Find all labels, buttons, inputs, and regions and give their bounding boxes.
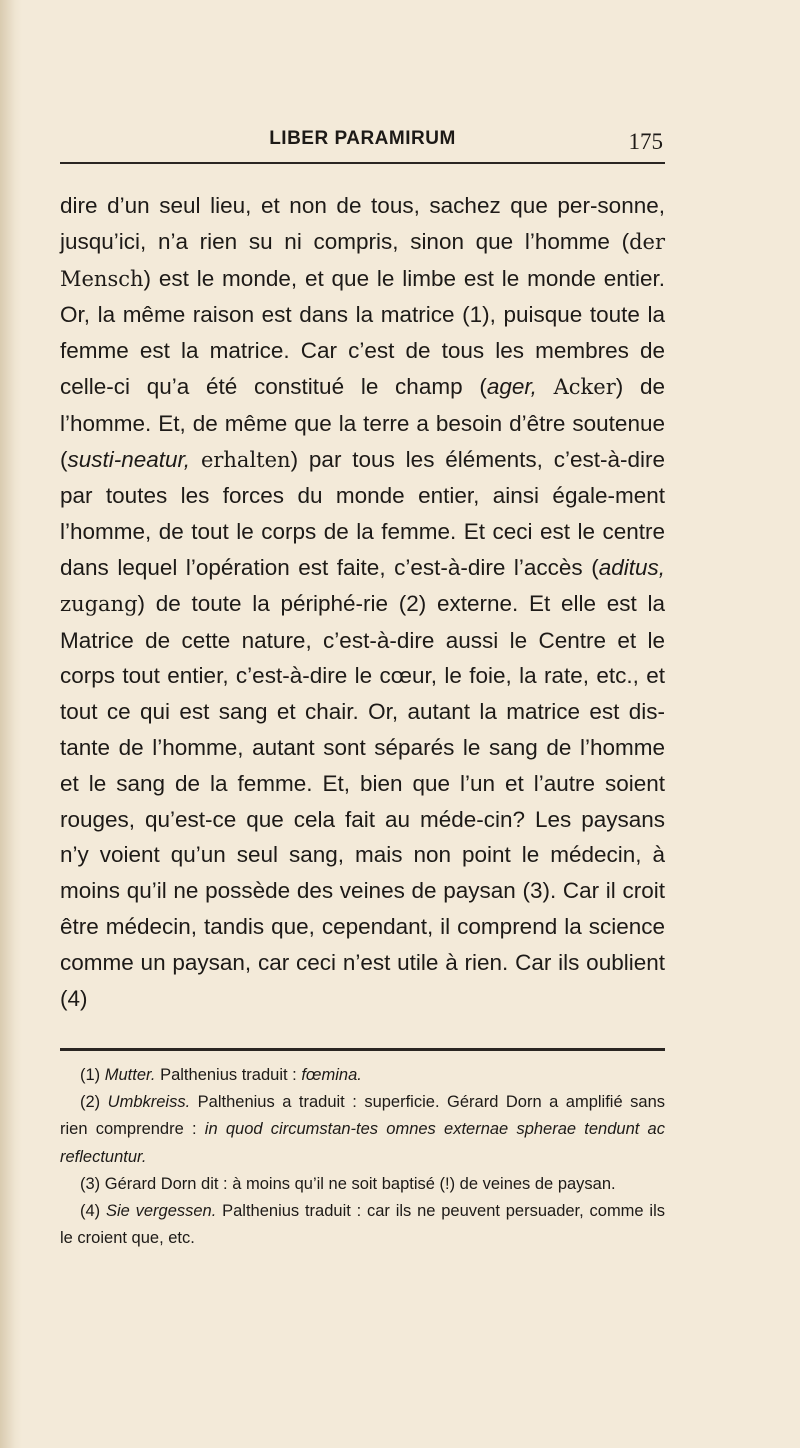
latin-term-ager: ager, xyxy=(486,373,537,399)
german-term-mensch: der Mensch xyxy=(60,229,665,291)
german-term-erhalten: erhalten xyxy=(200,447,291,472)
footnote-1 xyxy=(60,1062,665,1089)
footnote-text: Palthenius traduit : xyxy=(155,1066,302,1084)
latin-term-sustineatur: susti-neatur, xyxy=(67,446,191,472)
footnote-number: (1) xyxy=(80,1066,101,1084)
footnote-2 xyxy=(60,1089,665,1171)
text-segment-5: ) de toute la périphé-rie (2) externe. Et elle est la Matrice de cette nature, c’est-à-dire aussi le Centre et le corps tout entier, c’est-à-dire le cœur, le foie, la rate, etc., et tout ce qui est sang et chair. Or, autant la matrice est dis-tante de l’homme, autant sont séparés le sang de l’homme et le sang de la femme. Et, bien que l’un et l’autre soient rouges, qu’est-ce que cela fait au méde-cin? Les paysans n’y voient qu’un seul sang, mais non point le médecin, à moins qu’il ne possède des veines de paysan (3). Car il croit être médecin, tandis que, cependant, il comprend la science comme un paysan, car ceci n’est utile à rien. Car ils oublient (4) xyxy=(60,590,665,1011)
footnote-4 xyxy=(60,1198,665,1252)
text-segment-2: ) est le monde, et que le limbe est le monde entier. Or, la même raison est dans la matrice (1), puisque toute la femme est la matrice. Car c’est de tous les membres de celle-ci qu’a été constitué le champ ( xyxy=(60,265,665,399)
footnote-term: Sie vergessen. xyxy=(105,1202,217,1221)
footnote-term: Umbkreiss. xyxy=(107,1093,191,1112)
text-segment-1: dire d’un seul lieu, et non de tous, sachez que per-sonne, jusqu’ici, n’a rien su ni compris, sinon que l’homme ( xyxy=(60,193,665,254)
text-segment-4: ) par tous les éléments, c’est-à-dire par toutes les forces du monde entier, ainsi égale-ment l’homme, de tout le corps de la femme. Et ceci est le centre dans lequel l’opération est faite, c’est-à-dire l’accès ( xyxy=(60,446,665,580)
main-text xyxy=(60,188,665,1016)
footnote-latin: in quod circumstan-tes omnes externae spherae tendunt ac reflectuntur. xyxy=(60,1120,665,1166)
footnote-3 xyxy=(60,1171,665,1198)
page-binding-edge xyxy=(0,0,22,1448)
header-rule xyxy=(60,162,665,164)
footnotes xyxy=(60,1062,665,1252)
footnote-number: (4) xyxy=(80,1202,101,1221)
footnote-text: Palthenius a traduit : superficie. Gérard Dorn a amplifié sans rien comprendre : xyxy=(60,1093,665,1139)
footnote-term: Mutter. xyxy=(104,1066,156,1084)
footnote-text: Gérard Dorn dit : à moins qu’il ne soit baptisé (!) de veines de paysan. xyxy=(104,1174,616,1193)
footnote-rule xyxy=(60,1048,665,1051)
latin-term-aditus: aditus, xyxy=(598,554,665,580)
footnote-number: (3) xyxy=(80,1174,101,1193)
footnote-latin: fœmina. xyxy=(301,1066,362,1084)
footnote-text: Palthenius traduit : car ils ne peuvent persuader, comme ils le croient que, etc. xyxy=(60,1202,665,1248)
running-head xyxy=(60,128,665,158)
page-number: 175 xyxy=(628,129,663,154)
german-term-acker: Acker xyxy=(553,374,616,399)
german-term-zugang: zugang xyxy=(60,591,138,616)
footnote-number: (2) xyxy=(80,1093,101,1112)
running-title: LIBER PARAMIRUM xyxy=(269,128,456,149)
text-segment-3: ) de l’homme. Et, de même que la terre a besoin d’être soutenue ( xyxy=(60,373,665,472)
